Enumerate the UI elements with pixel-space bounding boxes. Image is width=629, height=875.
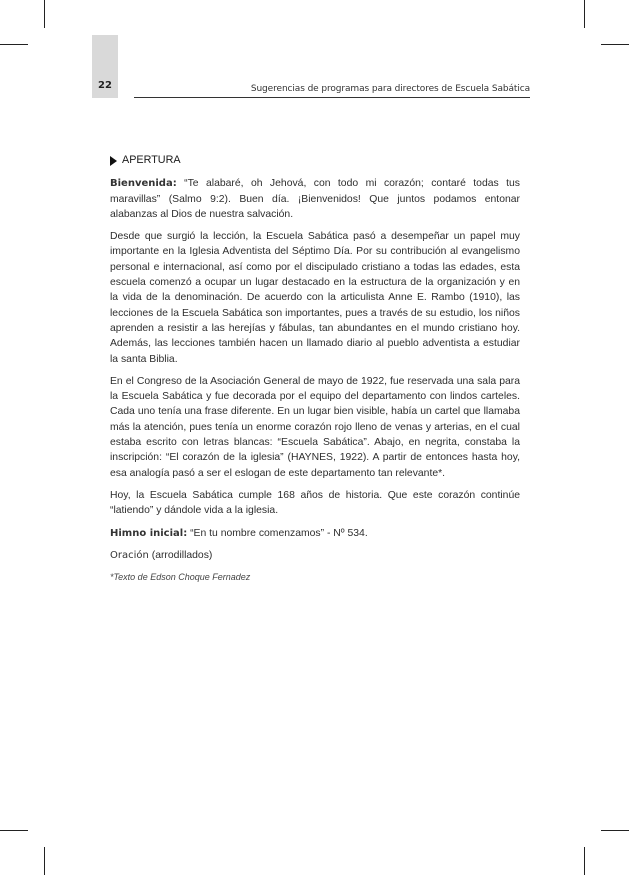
hymn-text: “En tu nombre comenzamos” - Nº 534.: [187, 527, 368, 539]
crop-mark-top-right: [584, 0, 585, 28]
footnote: *Texto de Edson Choque Fernadez: [110, 572, 251, 583]
welcome-paragraph: [110, 176, 520, 222]
section-heading: [110, 153, 520, 168]
hymn-label: Himno inicial:: [110, 527, 188, 539]
crop-mark-right-bottom: [601, 830, 629, 831]
page-number: 22: [98, 80, 112, 91]
prayer-label: Oración: [110, 549, 149, 561]
body-paragraph-1: Desde que surgió la lección, la Escuela Sabática pasó a desempeñar un papel muy importante en la Iglesia Adventista del Séptimo Día. Por su contribución al evangelismo personal e internacional, así como por el discipulado cristiano a todas las edades, esta escuela comenzó a ocupar un lugar destacado en la estructura de la organización y en la vida de la denominación. De acuerdo con la articulista Anne E. Rambo (1910), las lecciones de la Escuela Sabática son importantes, pues a través de su estudio, los niños aprenden a resistir a las herejías y fábulas, tan abundantes en el mundo cristiano hoy. Además, las lecciones también hacen un llamado diario al pueblo adventista a estudiar la santa Biblia.: [110, 231, 520, 365]
body-paragraph-3: Hoy, la Escuela Sabática cumple 168 años de historia. Que este corazón continúe “latiendo” y dándole vida a la iglesia.: [110, 489, 520, 517]
crop-mark-right-top: [601, 44, 629, 45]
crop-mark-left-top: [0, 44, 28, 45]
running-title: Sugerencias de programas para directores de Escuela Sabática: [250, 84, 530, 94]
header-rule: [134, 97, 530, 98]
welcome-label: Bienvenida:: [110, 178, 177, 190]
page-content: [110, 153, 520, 592]
crop-mark-left-bottom: [0, 830, 28, 831]
crop-mark-top-left: [44, 0, 45, 28]
crop-mark-bottom-left: [44, 847, 45, 875]
body-paragraph-2: En el Congreso de la Asociación General de mayo de 1922, fue reservada una sala para la Escuela Sabática y fue decorada por el equipo del departamento con lindos carteles. Cada uno tenía una frase diferente. En un lugar bien visible, había un cartel que llamaba más la atención, pues tenía un enorme corazón rojo lleno de venas y arterias, en el cual estaba escrito con letras blancas: “Escuela Sabática”. Abajo, en negrita, constaba la inscripción: “El corazón de la iglesia” (HAYNES, 1922). A partir de entonces hasta hoy, esa analogía pasó a ser el eslogan de este departamento tan relevante*.: [110, 375, 520, 479]
prayer-text: (arrodillados): [148, 549, 213, 561]
welcome-text: “Te alabaré, oh Jehová, con todo mi corazón; contaré todas tus maravillas” (Salmo 9:2). Buen día. ¡Bienvenidos! Que juntos podamos entonar alabanzas al Dios de nuestra salvación.: [110, 178, 520, 220]
section-title: APERTURA: [122, 154, 181, 166]
triangle-right-icon: [110, 156, 117, 166]
hymn-line: [110, 526, 520, 541]
crop-mark-bottom-right: [584, 847, 585, 875]
prayer-line: [110, 548, 520, 563]
